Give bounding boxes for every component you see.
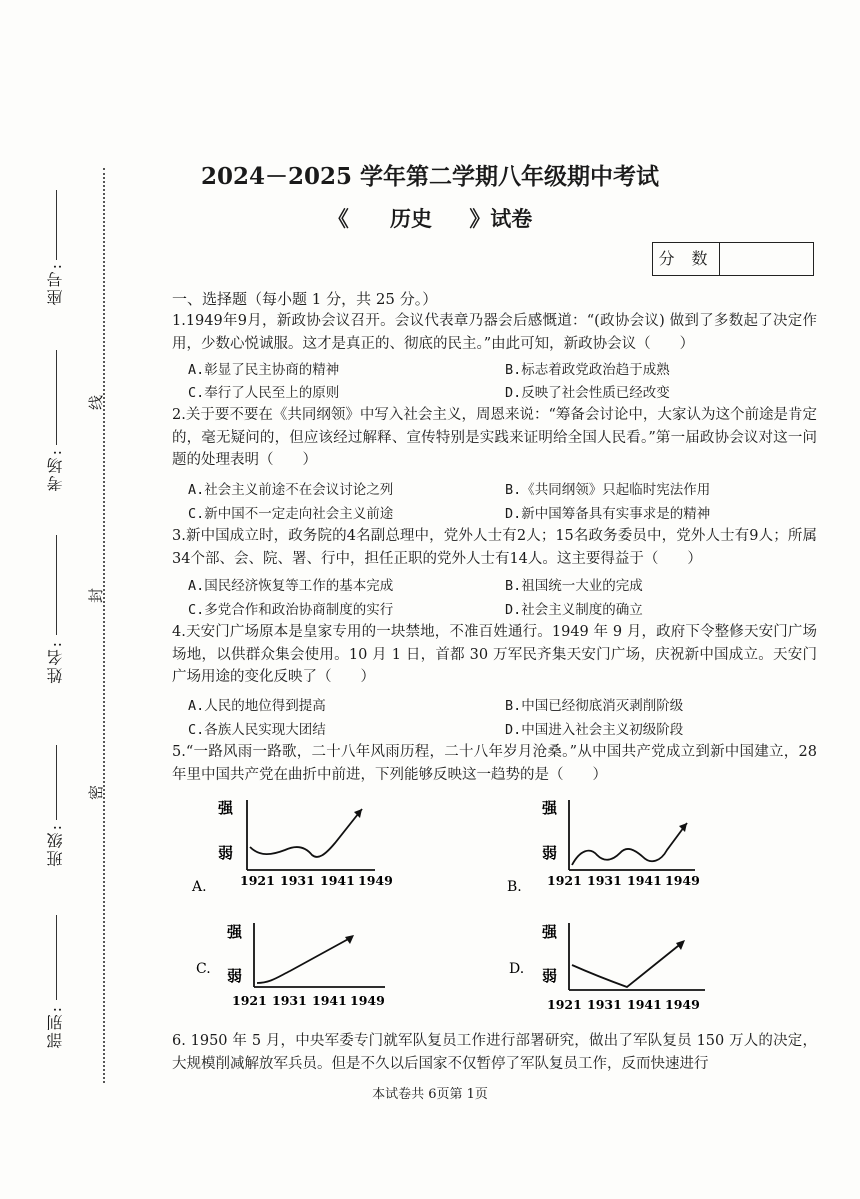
chart-c-strong-label: 强 — [227, 923, 243, 941]
blank-line-room — [56, 350, 57, 445]
chart-d-tick-1949: 1949 — [665, 997, 700, 1012]
chart-b-trend-line — [572, 823, 687, 865]
chart-d-strong-label: 强 — [542, 923, 558, 941]
question-5-stem: 5.“一路风雨一路歌，二十八年风雨历程，二十八年岁月沧桑。”从中国共产党成立到新中国建立，28年里中国共产党在曲折中前进，下列能够反映这一趋势的是（ ） — [172, 744, 817, 783]
chart-d-tick-1921: 1921 — [547, 997, 582, 1012]
seal-dotted-line — [103, 168, 105, 1083]
seal-char-secret: 密 — [87, 784, 106, 801]
chart-c-trend-line — [257, 937, 352, 983]
q4-option-b[interactable]: B.中国已经彻底消灭剥削阶级 — [505, 698, 684, 714]
chart-b-tick-1949: 1949 — [665, 873, 700, 888]
q4-option-a[interactable]: A.人民的地位得到提高 — [188, 698, 326, 714]
question-3-stem: 3.新中国成立时，政务院的4名副总理中，党外人士有2人；15名政务委员中，党外人士有9人；所属34个部、会、院、署、行中，担任正职的党外人士有14人。这主要得益于（ ） — [172, 528, 817, 567]
q3-option-c[interactable]: C.多党合作和政治协商制度的实行 — [188, 602, 394, 618]
q5-chart-b-svg — [505, 795, 715, 900]
q1-option-d[interactable]: D.反映了社会性质已经改变 — [505, 385, 670, 401]
q1-option-a[interactable]: A.彰显了民主协商的精神 — [188, 362, 340, 378]
chart-b-tick-1941: 1941 — [627, 873, 662, 888]
q1-option-b[interactable]: B.标志着政党政治趋于成熟 — [505, 362, 670, 378]
q3-option-d[interactable]: D.社会主义制度的确立 — [505, 602, 643, 618]
class-label: 班级: — [46, 823, 65, 867]
blank-line-division — [56, 915, 57, 1000]
chart-b-weak-label: 弱 — [542, 844, 558, 862]
subtitle-close: 》试卷 — [469, 206, 533, 231]
chart-c-letter: C. — [196, 961, 211, 977]
chart-d-arrowhead — [676, 940, 685, 950]
chart-d-weak-label: 弱 — [542, 967, 558, 985]
q2-option-d[interactable]: D.新中国筹备具有实事求是的精神 — [505, 506, 711, 522]
q2-option-a[interactable]: A.社会主义前途不在会议讨论之列 — [188, 482, 394, 498]
q5-chart-d[interactable] — [505, 917, 715, 1016]
exam-room-label: 考场: — [46, 448, 65, 492]
blank-line-name — [56, 535, 57, 635]
q5-chart-d-svg — [505, 917, 715, 1012]
chart-b-letter: B. — [507, 879, 522, 895]
page-footer: 本试卷共 6页第 1页 — [372, 1087, 488, 1102]
subject-name: 历史 — [390, 206, 432, 231]
chart-a-strong-label: 强 — [218, 799, 234, 817]
chart-b-tick-1921: 1921 — [547, 873, 582, 888]
q5-chart-a-svg — [190, 795, 400, 900]
question-1-stem: 1.1949年9月，新政协会议召开。会议代表章乃器会后感慨道：“(政协会议) 做到了多数起了决定作用，少数心悦诚服。这才是真正的、彻底的民主。”由此可知，新政协会议（ ） — [172, 313, 817, 352]
q1-option-c[interactable]: C.奉行了人民至上的原则 — [188, 385, 340, 401]
q3-option-a[interactable]: A.国民经济恢复等工作的基本完成 — [188, 578, 394, 594]
score-box — [652, 242, 814, 276]
chart-b-strong-label: 强 — [542, 799, 558, 817]
q5-chart-a[interactable] — [190, 795, 400, 904]
q3-option-b[interactable]: B.祖国统一大业的完成 — [505, 578, 643, 594]
q2-option-c[interactable]: C.新中国不一定走向社会主义前途 — [188, 506, 394, 522]
score-blank[interactable] — [720, 243, 813, 275]
q4-option-d[interactable]: D.中国进入社会主义初级阶段 — [505, 722, 684, 738]
chart-a-trend-line — [250, 809, 362, 857]
seal-char-line: 线 — [87, 394, 106, 411]
chart-d-tick-1941: 1941 — [627, 997, 662, 1012]
seal-char-seal: 封 — [87, 587, 106, 604]
chart-a-weak-label: 弱 — [218, 844, 234, 862]
q5-chart-c-svg — [190, 917, 400, 1012]
exam-subtitle — [0, 203, 860, 233]
q2-option-b[interactable]: B.《共同纲领》只起临时宪法作用 — [505, 482, 711, 498]
chart-c-weak-label: 弱 — [227, 967, 243, 985]
chart-c-tick-1949: 1949 — [350, 993, 385, 1008]
chart-c-tick-1941: 1941 — [312, 993, 347, 1008]
q5-chart-c[interactable] — [190, 917, 400, 1016]
q5-chart-b[interactable] — [505, 795, 715, 904]
chart-a-tick-1949: 1949 — [358, 873, 393, 888]
chart-b-arrowhead — [679, 823, 687, 832]
chart-d-tick-1931: 1931 — [587, 997, 622, 1012]
blank-line-class — [56, 745, 57, 820]
exam-title: 2024－2025 学年第二学期八年级期中考试 — [200, 163, 660, 190]
section-heading: 一、选择题（每小题 1 分，共 25 分。） — [172, 290, 438, 308]
chart-c-tick-1921: 1921 — [232, 993, 267, 1008]
chart-d-trend-line — [572, 942, 683, 987]
chart-a-letter: A. — [192, 879, 207, 895]
question-6-stem: 6. 1950 年 5 月，中央军委专门就军队复员工作进行部署研究，做出了军队复员 150 万人的决定，大规模削减解放军兵员。但是不久以后国家不仅暂停了军队复员工作，反而快速进行 — [172, 1033, 817, 1072]
chart-b-tick-1931: 1931 — [587, 873, 622, 888]
chart-c-tick-1931: 1931 — [272, 993, 307, 1008]
chart-a-tick-1941: 1941 — [320, 873, 355, 888]
chart-a-tick-1921: 1921 — [240, 873, 275, 888]
name-label: 姓名: — [46, 640, 65, 684]
score-label: 分 数 — [653, 243, 720, 275]
subtitle-open: 《 — [327, 206, 349, 231]
question-2-stem: 2.关于要不要在《共同纲领》中写入社会主义，周恩来说：“筹备会讨论中，大家认为这个前途是肯定的，毫无疑问的，但应该经过解释、宣传特别是实践来证明给全国人民看。”第一届政协会议对这一问题的处理表明（ ） — [172, 407, 817, 468]
chart-a-tick-1931: 1931 — [280, 873, 315, 888]
question-4-stem: 4.天安门广场原本是皇家专用的一块禁地，不准百姓通行。1949 年 9 月，政府下令整修天安门广场场地，以供群众集会使用。10 月 1 日，首都 30 万军民齐集天安门广场，庆祝新中国成立。天安门广场用途的变化反映了（ ） — [172, 624, 817, 685]
q4-option-c[interactable]: C.各族人民实现大团结 — [188, 722, 326, 738]
division-label: 部别: — [46, 1005, 65, 1049]
chart-d-letter: D. — [509, 961, 525, 977]
seat-label: 座号: — [46, 262, 65, 306]
